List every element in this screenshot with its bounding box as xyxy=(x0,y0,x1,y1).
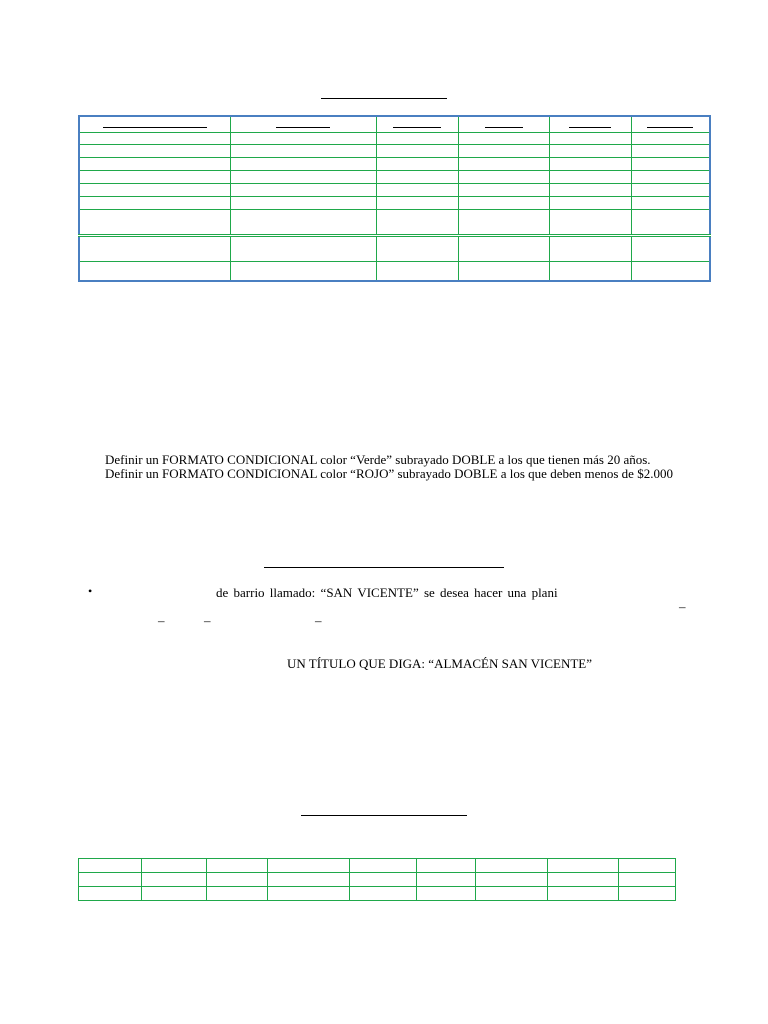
dash-mark: – xyxy=(204,613,211,628)
data-table-main xyxy=(78,115,711,282)
table-header-cell xyxy=(631,116,710,132)
dash-mark: – xyxy=(158,613,165,628)
bullet-marker: • xyxy=(88,584,93,598)
section-title-underline-3 xyxy=(301,815,467,816)
instruction-line-red: Definir un FORMATO CONDICIONAL color “ROJO” subrayado DOBLE a los que deben menos de $2.000 xyxy=(105,466,673,481)
table-header-cell xyxy=(376,116,458,132)
table-row xyxy=(79,262,710,281)
dash-mark: – xyxy=(679,599,686,614)
table-header-cell xyxy=(549,116,631,132)
title-instruction: UN TÍTULO QUE DIGA: “ALMACÉN SAN VICENTE” xyxy=(287,656,592,671)
table-row xyxy=(79,236,710,262)
dash-mark: – xyxy=(315,613,322,628)
table-row xyxy=(79,145,710,158)
exercise-intro-text: de barrio llamado: “SAN VICENTE” se desea hacer una plani xyxy=(216,585,558,600)
table-row xyxy=(79,158,710,171)
data-table-secondary xyxy=(78,858,676,901)
table-header-cell xyxy=(230,116,376,132)
table-row xyxy=(79,197,710,210)
table-header-cell xyxy=(79,116,230,132)
table-header-cell xyxy=(458,116,549,132)
table-row xyxy=(79,859,676,873)
table-row xyxy=(79,171,710,184)
table-row xyxy=(79,184,710,197)
table-row xyxy=(79,210,710,236)
section-title-underline-2 xyxy=(264,567,504,568)
table-row xyxy=(79,132,710,145)
table-row xyxy=(79,873,676,887)
instruction-line-green: Definir un FORMATO CONDICIONAL color “Verde” subrayado DOBLE a los que tienen más 20 años. xyxy=(105,452,651,467)
table-row xyxy=(79,887,676,901)
section-title-underline xyxy=(321,98,447,99)
